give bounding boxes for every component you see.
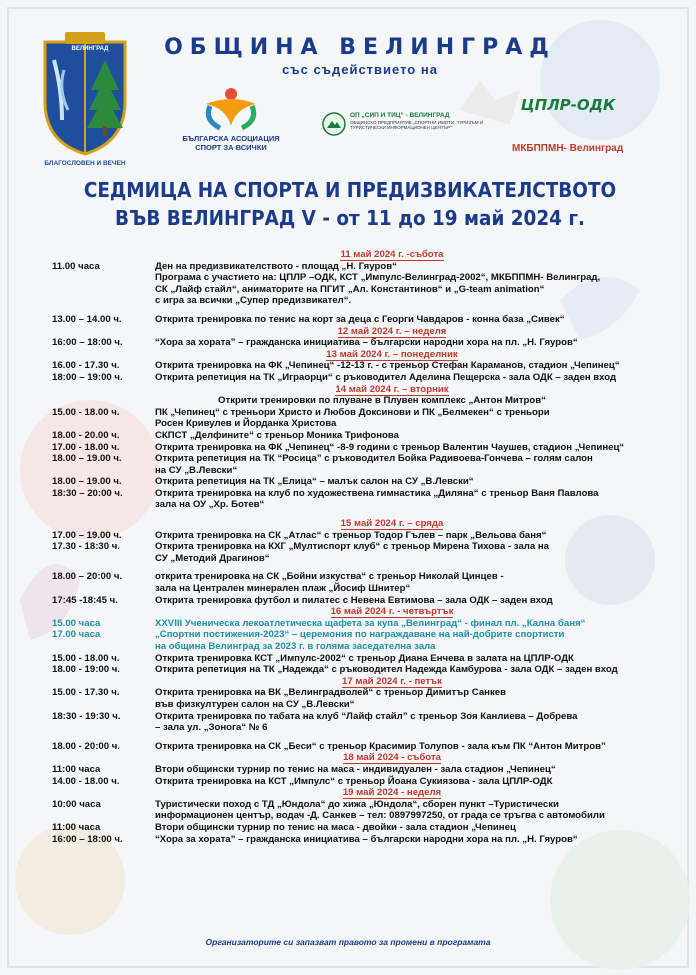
- event-description: Втори общински турнир по тенис на маса - индивидуален - зала стадион „Чепинец“: [155, 763, 556, 775]
- schedule-row: [52, 541, 672, 553]
- event-description: във физкултурен салон на СУ „В.Левски“: [155, 698, 355, 710]
- association-name: БЪЛГАРСКА АСОЦИАЦИЯ СПОРТ ЗА ВСИЧКИ: [182, 134, 280, 152]
- schedule-row: [52, 372, 672, 384]
- schedule-row: [52, 418, 672, 430]
- event-time: 18:00 – 19:00 ч.: [52, 371, 123, 383]
- schedule-date-heading: [52, 384, 672, 396]
- schedule-row: [52, 699, 672, 711]
- date-text: 16 май 2024 г. - четвъртък: [330, 606, 454, 618]
- event-description: “Хора за хората” – гражданска инициатива – български народни хора на пл. „Н. Гяуров“: [155, 833, 578, 845]
- event-time: 15.00 - 18.00 ч.: [52, 406, 120, 418]
- schedule-row: [52, 664, 672, 676]
- mkbppmn-label: МКБППМН- Велинград: [512, 143, 624, 154]
- schedule-date-heading: [52, 249, 672, 261]
- schedule-row: [52, 583, 672, 595]
- event-description: Открита тренировка на КСТ „Импулс“ с треньор Йоана Сукиязова - зала ЦПЛР-ОДК: [155, 775, 553, 787]
- schedule: [52, 249, 672, 845]
- schedule-row: [52, 653, 672, 665]
- schedule-row: [52, 453, 672, 465]
- event-time: 15.00 - 17.30 ч.: [52, 687, 120, 699]
- schedule-date-heading: [52, 606, 672, 618]
- event-time: 15.00 часа: [52, 617, 101, 629]
- schedule-row: [52, 465, 672, 477]
- event-description: с игра за всички „Супер предизвикател“.: [155, 295, 352, 307]
- event-description: Открита тренировка на клуб по художествена гимнастика „Диляна“ с треньор Ваня Павлова: [155, 487, 599, 499]
- event-description: XXVIII Ученическа лекоатлетическа щафета за купа „Велинград“ - финал пл. „Кална баня“: [155, 617, 586, 629]
- schedule-row: [52, 530, 672, 542]
- schedule-date-heading: [52, 676, 672, 688]
- schedule-row: [52, 764, 672, 776]
- event-description: Туристически поход с ТД „Юндола“ до хижа „Юндола“, сборен пункт –Туристически: [155, 798, 559, 810]
- schedule-gap: [52, 307, 672, 314]
- op-sip-tic-logo: [322, 112, 346, 136]
- schedule-date-heading: [52, 326, 672, 338]
- event-time: 18.00 – 19.00 ч.: [52, 453, 122, 465]
- event-description: Открита репетиция на ТК „Надежда“ с ръководител Надежда Камбурова - зала ОДК – заден вход: [155, 664, 618, 676]
- schedule-date-heading: [52, 787, 672, 799]
- crest-motto: БЛАГОСЛОВЕН И ВЕЧЕН: [44, 160, 126, 167]
- event-description: Открита тренировка на СК „Атлас“ с треньор Тодор Гълев – парк „Вельова баня“: [155, 529, 547, 541]
- schedule-row: [52, 360, 672, 372]
- event-description: зала на Централен минерален плаж „Йосиф Шнитер“: [155, 583, 411, 595]
- schedule-row: [52, 553, 672, 565]
- schedule-row: [52, 834, 672, 846]
- schedule-row: [52, 722, 672, 734]
- event-time: 13.00 – 14.00 ч.: [52, 313, 122, 325]
- date-text: 15 май 2024 г. – сряда: [340, 518, 444, 530]
- event-time: 18:30 - 19:30 ч.: [52, 710, 121, 722]
- schedule-row: [52, 272, 672, 284]
- event-description: Програма с участието на: ЦПЛР –ОДК, КСТ „Импулс-Велинград-2002“, МКБППМН- Велинград,: [155, 272, 601, 284]
- schedule-row: [52, 571, 672, 583]
- event-time: 18.00 - 20.00 ч.: [52, 429, 120, 441]
- event-description: на община Велинград за 2023 г. в голяма заседателна зала: [155, 641, 436, 652]
- event-time: 16.00 - 17.30 ч.: [52, 360, 120, 372]
- date-text: 19 май 2024 - неделя: [342, 787, 442, 799]
- event-description: – зала ул. „Зонога“ № 6: [155, 722, 268, 734]
- event-description: Открита тренировка КСТ „Импулс-2002“ с треньор Диана Енчева в залата на ЦПЛР-ОДК: [155, 652, 574, 664]
- event-time: 17:45 -18:45 ч.: [52, 594, 118, 606]
- schedule-row: [52, 284, 672, 296]
- schedule-row: [52, 687, 672, 699]
- schedule-row: [52, 442, 672, 454]
- cplr-odk-logo: ЦПЛР-ОДК: [520, 96, 616, 114]
- schedule-row: [52, 776, 672, 788]
- event-description: зала на ОУ „Хр. Ботев“: [155, 499, 265, 511]
- event-time: 17.30 - 18:30 ч.: [52, 541, 120, 553]
- event-description: Открита тренировка по тенис на корт за деца с Георги Чавдаров - конна база „Сивек“: [155, 313, 565, 325]
- event-time: 10:00 часа: [52, 798, 101, 810]
- op-name: ОП „СИП И ТИЦ“ - ВЕЛИНГРАД: [350, 112, 450, 119]
- event-time: 18.00 - 19:00 ч.: [52, 664, 120, 676]
- event-description: Втори общински турнир по тенис на маса - двойки - зала стадион „Чепинец: [155, 821, 516, 833]
- event-time: 17.00 – 19.00 ч.: [52, 529, 122, 541]
- date-text: 18 май 2024 - събота: [343, 752, 441, 764]
- schedule-row: [52, 810, 672, 822]
- schedule-date-heading: [52, 518, 672, 530]
- event-time: 15.00 - 18.00 ч.: [52, 652, 120, 664]
- date-text: 12 май 2024 г. – неделя: [337, 325, 447, 337]
- schedule-row: [52, 618, 672, 630]
- date-text: 14 май 2024 г. – вторник: [335, 383, 449, 395]
- schedule-gap: [52, 564, 672, 571]
- event-description: Росен Кривулев и Йорданка Христова: [155, 418, 337, 430]
- event-time: 11.00 часа: [52, 260, 100, 272]
- schedule-row: [52, 741, 672, 753]
- date-text: 13 май 2024 г. – понеделник: [326, 348, 458, 360]
- event-time: 17.00 - 18.00 ч.: [52, 441, 120, 453]
- assistance-line: със съдействието на: [282, 62, 438, 77]
- event-description: Открита тренировка на ВК „Велинградволей“ с треньор Димитър Санкев: [155, 687, 506, 699]
- event-description: Открита репетиция на ТК “Росица” с ръководител Бойка Радивоева-Гончева – голям салон: [155, 453, 593, 465]
- event-time: 18:30 – 20:00 ч.: [52, 487, 123, 499]
- event-description: “Хора за хората” – гражданска инициатива – български народни хора на пл. „Н. Гяуров“: [155, 337, 578, 349]
- event-time: 14.00 - 18.00 ч.: [52, 775, 120, 787]
- schedule-row: [52, 314, 672, 326]
- schedule-subheading: Открити тренировки по плуване в Плувен комплекс „Антон Митров“: [218, 395, 546, 407]
- event-description: Открита тренировка на КХГ „Мултиспорт клуб“ с треньор Мирена Тихова - зала на: [155, 541, 550, 553]
- schedule-row: [52, 488, 672, 500]
- date-text: 17 май 2024 г. - петък: [342, 675, 442, 687]
- schedule-row: [52, 641, 672, 653]
- title-line-1: СЕДМИЦА НА СПОРТА И ПРЕДИЗВИКАТЕЛСТВОТО: [83, 178, 617, 202]
- event-description: „Спортни постижения-2023“ – церемония по награждаване на най-добрите спортисти: [155, 629, 565, 641]
- schedule-row: [52, 595, 672, 607]
- event-description: Открита тренировка футбол и пилатес с Невена Евтимова – зала ОДК – заден вход: [155, 594, 553, 606]
- event-time: 17.00 часа: [52, 629, 101, 641]
- event-description: Открита репетиция на ТК „Играорци“ с ръководител Аделина Пещерска - зала ОДК – заден вход: [155, 371, 617, 383]
- schedule-row: [52, 629, 672, 641]
- event-description: ПК „Чепинец“ с треньори Христо и Любов Доксинови и ПК „Белмекен“ с треньори: [155, 406, 550, 418]
- schedule-row: [52, 295, 672, 307]
- schedule-row: [52, 261, 672, 273]
- event-description: Открита тренировка на ФК „Чепинец“ -12-13 г. - с треньор Стефан Караманов, стадион „Чепинец“: [155, 360, 620, 372]
- event-time: 16:00 – 18:00 ч.: [52, 833, 123, 845]
- title-line-2: ВЪВ ВЕЛИНГРАД V - от 11 до 19 май 2024 г.: [115, 206, 585, 230]
- event-time: 18.00 – 20:00 ч.: [52, 571, 123, 583]
- schedule-row: [52, 799, 672, 811]
- schedule-row: [52, 499, 672, 511]
- event-description: информационен център, водач -Д. Санкев – тел: 0897997250, от града се тръгва с автомобили: [155, 810, 605, 822]
- schedule-gap: [52, 734, 672, 741]
- date-text: 11 май 2024 г. -събота: [340, 249, 444, 260]
- event-description: на СУ „В.Левски“: [155, 464, 238, 476]
- event-time: 18.00 – 19.00 ч.: [52, 476, 122, 488]
- crest-top-label: ВЕЛИНГРАД: [71, 46, 109, 52]
- schedule-date-heading: [52, 349, 672, 361]
- event-description: СУ „Методий Драгинов“: [155, 552, 270, 564]
- event-description: Открита тренировка по табата на клуб “Лайф стайл” с треньор Зоя Канлиева – Добрева: [155, 710, 578, 722]
- schedule-row: [52, 430, 672, 442]
- schedule-row: [52, 407, 672, 419]
- event-time: 11:00 часа: [52, 821, 101, 833]
- event-description: СК „Лайф стайл“, аниматорите на ПГИТ „Ал. Константинов“ и „G-team animation“: [155, 283, 545, 295]
- schedule-row: [52, 822, 672, 834]
- schedule-row: [52, 337, 672, 349]
- sport-for-all-logo: [196, 86, 266, 132]
- event-time: 16:00 – 18:00 ч.: [52, 337, 123, 349]
- event-description: СКПСТ „Делфините“ с треньор Моника Трифонова: [155, 429, 400, 441]
- organizer-name: ОБЩИНА ВЕЛИНГРАД: [164, 35, 556, 60]
- event-time: 11:00 часа: [52, 763, 101, 775]
- schedule-row: [52, 711, 672, 723]
- schedule-row: [52, 476, 672, 488]
- footer-note: Организаторите си запазват правото за промени в програмата: [205, 937, 491, 947]
- event-description: Открита тренировка на СК „Беси“ с треньор Красимир Толупов - зала към ПК “Антон Митров”: [155, 740, 606, 752]
- event-time: 18.00 - 20:00 ч.: [52, 740, 120, 752]
- event-title: [65, 176, 635, 232]
- event-description: Ден на предизвикателството - площад „Н. Гяуров“: [155, 260, 397, 272]
- schedule-date-heading: [52, 752, 672, 764]
- op-subtitle: ОБЩИНСКО ПРЕДПРИЯТИЕ „СПОРТНИ ИМОТИ, ТУРИЗЪМ И ТУРИСТИЧЕСКИ ИНФОРМАЦИОНЕН ЦЕНТЪР“: [350, 120, 484, 130]
- event-description: Открита тренировка на ФК „Чепинец“ -8-9 години с треньор Валентин Чаушев, стадион „Чепинец“: [155, 441, 625, 453]
- event-description: Открита репетиция на ТК „Елица“ – малък салон на СУ „В.Левски“: [155, 476, 474, 488]
- event-description: открита тренировка на СК „Бойни изкуства“ с треньор Николай Цинцев -: [155, 571, 504, 583]
- schedule-gap: [52, 511, 672, 518]
